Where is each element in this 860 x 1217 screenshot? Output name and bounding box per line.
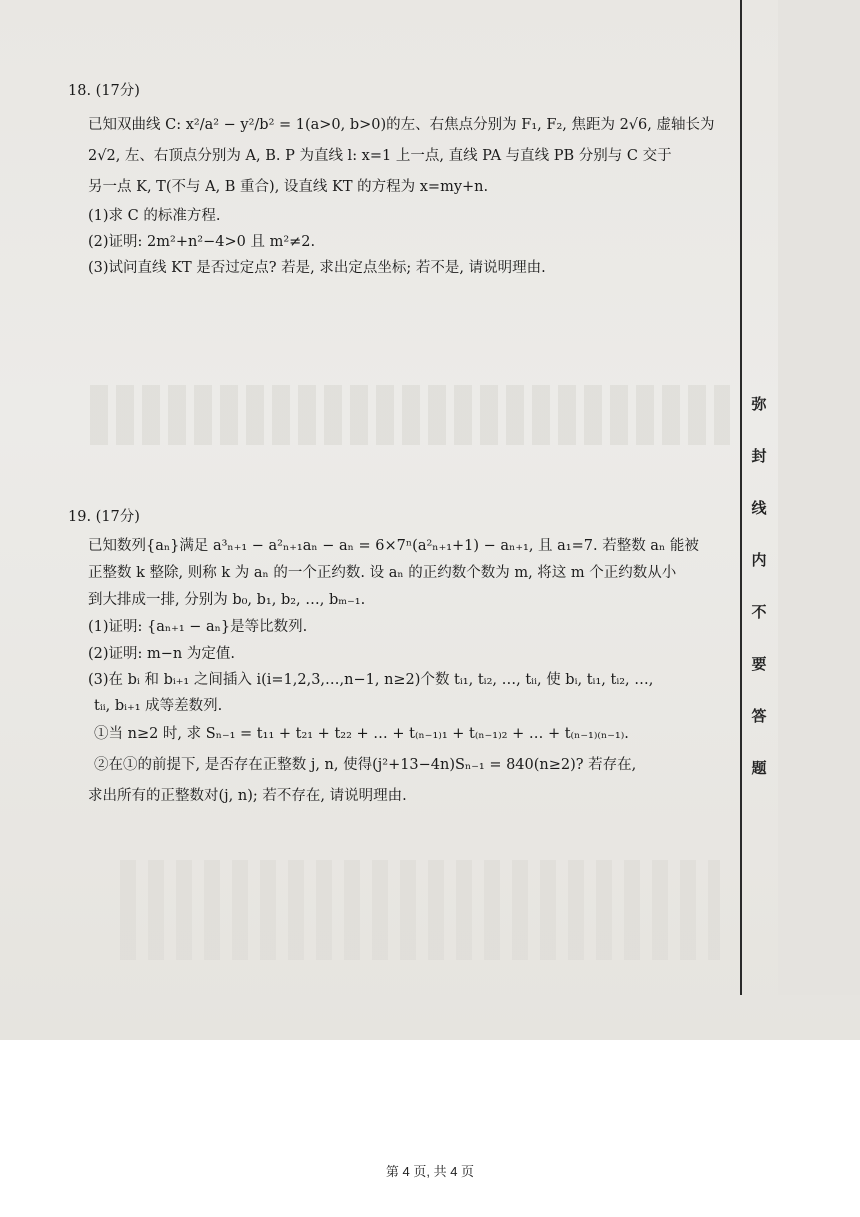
question-line: tᵢᵢ, bᵢ₊₁ 成等差数列.: [94, 698, 223, 714]
question-line: (2)证明: 2m²+n²−4>0 且 m²≠2.: [88, 234, 316, 250]
bleed-through-marks: [120, 860, 720, 960]
question-line: (1)证明: {aₙ₊₁ − aₙ}是等比数列.: [88, 619, 308, 635]
binding-char: 要: [751, 655, 767, 673]
question-line: ②在①的前提下, 是否存在正整数 j, n, 使得(j²+13−4n)Sₙ₋₁ = 840(n≥2)? 若存在,: [94, 757, 637, 773]
question-line: 2√2, 左、右顶点分别为 A, B. P 为直线 l: x=1 上一点, 直线 PA 与直线 PB 分别与 C 交于: [88, 148, 672, 164]
question-line: 已知双曲线 C: x²/a² − y²/b² = 1(a>0, b>0)的左、右焦点分别为 F₁, F₂, 焦距为 2√6, 虚轴长为: [88, 117, 715, 133]
question-19: [68, 502, 734, 812]
page-footer: 第 4 页, 共 4 页: [385, 1164, 475, 1179]
binding-char: 线: [751, 499, 767, 517]
binding-char: 不: [751, 603, 767, 621]
question-line: (3)在 bᵢ 和 bᵢ₊₁ 之间插入 i(i=1,2,3,…,n−1, n≥2)个数 tᵢ₁, tᵢ₂, …, tᵢᵢ, 使 bᵢ, tᵢ₁, tᵢ₂, …,: [88, 672, 654, 688]
question-line: (3)试问直线 KT 是否过定点? 若是, 求出定点坐标; 若不是, 请说明理由.: [88, 260, 546, 276]
question-line: (1)求 C 的标准方程.: [88, 208, 221, 224]
question-line: 求出所有的正整数对(j, n); 若不存在, 请说明理由.: [88, 788, 407, 804]
question-line: 到大排成一排, 分别为 b₀, b₁, b₂, …, bₘ₋₁.: [88, 592, 366, 608]
question-line: ①当 n≥2 时, 求 Sₙ₋₁ = t₁₁ + t₂₁ + t₂₂ + … + t₍ₙ₋₁₎₁ + t₍ₙ₋₁₎₂ + … + t₍ₙ₋₁₎₍ₙ₋₁₎.: [94, 726, 629, 742]
binding-char: 答: [751, 707, 767, 725]
binding-char: 内: [751, 551, 767, 569]
question-line: 另一点 K, T(不与 A, B 重合), 设直线 KT 的方程为 x=my+n.: [88, 179, 489, 195]
right-margin-strip: [778, 0, 860, 995]
binding-notice: [752, 393, 766, 809]
question-line: 正整数 k 整除, 则称 k 为 aₙ 的一个正约数. 设 aₙ 的正约数个数为 m, 将这 m 个正约数从小: [88, 565, 677, 581]
question-line: 已知数列{aₙ}满足 a³ₙ₊₁ − a²ₙ₊₁aₙ − aₙ = 6×7ⁿ(a²ₙ₊₁+1) − aₙ₊₁, 且 a₁=7. 若整数 aₙ 能被: [88, 538, 699, 554]
binding-char: 封: [751, 447, 767, 465]
question-line: (2)证明: m−n 为定值.: [88, 646, 235, 662]
binding-char: 题: [751, 759, 767, 777]
binding-char: 弥: [751, 395, 767, 413]
question-18: [68, 76, 734, 281]
bleed-through-marks: [90, 385, 730, 445]
question-header: 19. (17分): [68, 509, 140, 525]
question-header: 18. (17分): [68, 83, 140, 99]
